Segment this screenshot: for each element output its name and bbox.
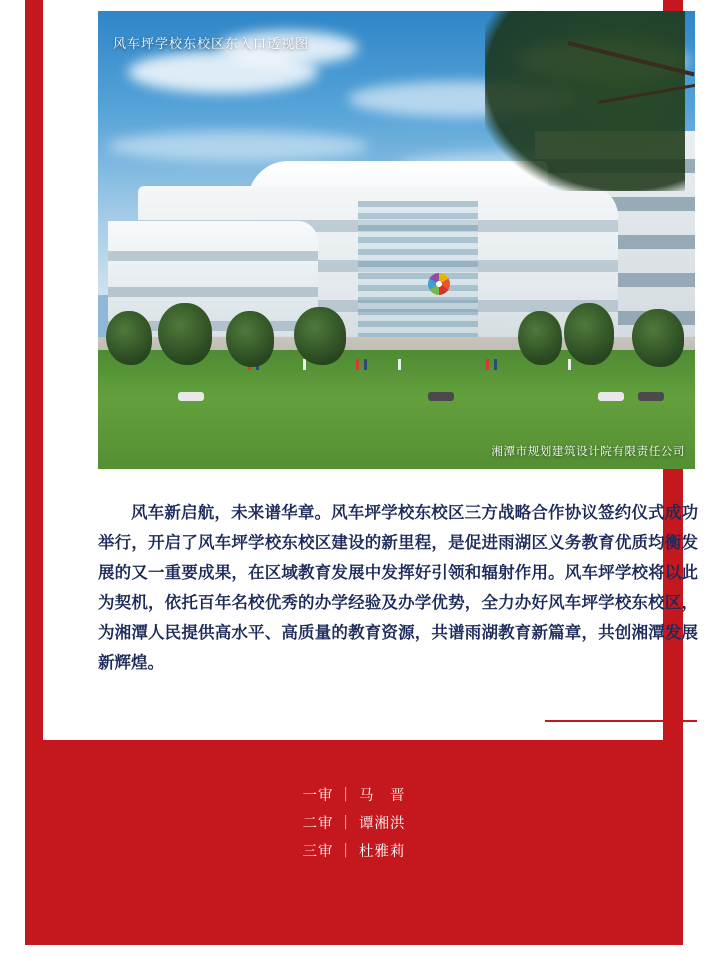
- tree-shape: [632, 309, 684, 367]
- photo-credit: 湘潭市规划建筑设计院有限责任公司: [491, 446, 685, 458]
- cloud-shape: [108, 131, 368, 161]
- accent-divider: [545, 720, 697, 722]
- school-logo-icon: [428, 273, 450, 295]
- article-body-paragraph: 风车新启航，未来谱华章。风车坪学校东校区三方战略合作协议签约仪式成功举行，开启了风车坪学校东校区建设的新里程，是促进雨湖区义务教育优质均衡发展的又一重要成果，在区域教育发展中发挥好引领和辐射作用。风车坪学校将以此为契机，依托百年名校优秀的办学经验及办学优势，全力办好风车坪学校东校区，为湘潭人民提供高水平、高质量的教育资源，共谱雨湖教育新篇章，共创湘潭发展新辉煌。: [98, 504, 698, 672]
- glass-curtain-wall: [358, 201, 478, 351]
- credit-line-first-review: 一审 ｜ 马 晋: [302, 788, 406, 804]
- content-card: [43, 0, 698, 740]
- tree-shape: [226, 311, 274, 367]
- campus-rendering-image: [98, 11, 695, 469]
- tree-shape: [564, 303, 614, 365]
- photo-caption: 风车坪学校东校区东入口透视图: [113, 36, 310, 51]
- tree-shape: [158, 303, 212, 365]
- credit-line-second-review: 二审 ｜ 谭湘洪: [302, 816, 406, 832]
- foreground-tree: [485, 11, 685, 191]
- tree-shape: [106, 311, 152, 365]
- review-credits: [0, 782, 708, 866]
- tree-shape: [294, 307, 346, 365]
- credit-line-third-review: 三审 ｜ 杜雅莉: [302, 844, 406, 860]
- tree-shape: [518, 311, 562, 365]
